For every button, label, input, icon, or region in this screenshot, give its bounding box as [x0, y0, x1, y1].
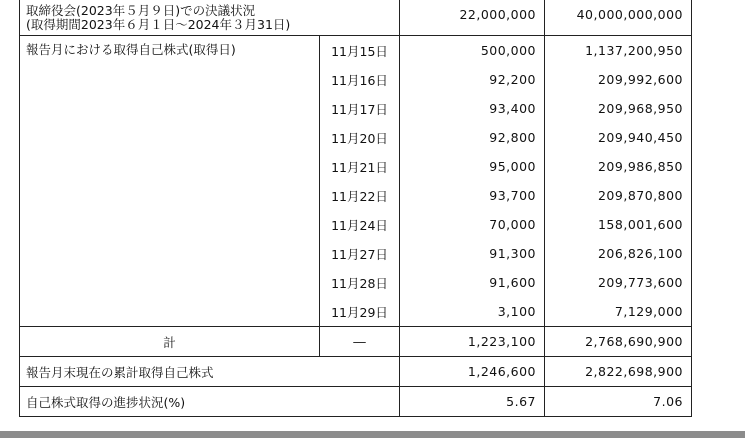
acquisition-shares: 93,400	[400, 94, 545, 123]
resolution-label	[20, 0, 400, 36]
acquisition-amount: 209,940,450	[545, 123, 692, 152]
acquisition-amount: 209,986,850	[545, 152, 692, 181]
resolution-amount: 40,000,000,000	[545, 0, 692, 36]
acquisition-shares: 95,000	[400, 152, 545, 181]
total-amount: 2,768,690,900	[545, 327, 692, 357]
acquisition-date: 11月28日	[320, 268, 400, 297]
progress-amount: 7.06	[545, 387, 692, 417]
acquisition-date: 11月16日	[320, 65, 400, 94]
page-bottom-bar	[0, 431, 745, 438]
acquisition-amount: 209,992,600	[545, 65, 692, 94]
acquisition-date: 11月24日	[320, 210, 400, 239]
acquisition-shares: 92,800	[400, 123, 545, 152]
acquisition-shares: 91,600	[400, 268, 545, 297]
acquisition-date: 11月27日	[320, 239, 400, 268]
resolution-row	[20, 0, 692, 36]
resolution-shares: 22,000,000	[400, 0, 545, 36]
acquisition-shares: 91,300	[400, 239, 545, 268]
total-date: ―	[320, 327, 400, 357]
acquisition-shares: 3,100	[400, 297, 545, 327]
acquisition-date: 11月22日	[320, 181, 400, 210]
resolution-label-line2: (取得期間2023年６月１日～2024年３月31日)	[26, 17, 291, 32]
acquisition-amount: 209,870,800	[545, 181, 692, 210]
acquisition-shares: 93,700	[400, 181, 545, 210]
acquisition-shares: 92,200	[400, 65, 545, 94]
acquisition-date: 11月15日	[320, 36, 400, 66]
resolution-label-line1: 取締役会(2023年５月９日)での決議状況	[26, 3, 256, 18]
acquisition-date: 11月29日	[320, 297, 400, 327]
cumulative-amount: 2,822,698,900	[545, 357, 692, 387]
acquisition-row	[20, 36, 692, 66]
progress-row	[20, 387, 692, 417]
acquisition-amount: 209,773,600	[545, 268, 692, 297]
acquisition-date: 11月21日	[320, 152, 400, 181]
progress-shares: 5.67	[400, 387, 545, 417]
acquisition-amount: 158,001,600	[545, 210, 692, 239]
total-label: 計	[20, 327, 320, 357]
acquisition-shares: 500,000	[400, 36, 545, 66]
cumulative-row	[20, 357, 692, 387]
cumulative-label: 報告月末現在の累計取得自己株式	[20, 357, 400, 387]
acquisition-amount: 206,826,100	[545, 239, 692, 268]
acquisition-date: 11月20日	[320, 123, 400, 152]
total-row	[20, 327, 692, 357]
acquisition-amount: 7,129,000	[545, 297, 692, 327]
progress-label: 自己株式取得の進捗状況(%)	[20, 387, 400, 417]
total-shares: 1,223,100	[400, 327, 545, 357]
acquisition-shares: 70,000	[400, 210, 545, 239]
acquisition-date: 11月17日	[320, 94, 400, 123]
cumulative-shares: 1,246,600	[400, 357, 545, 387]
acquisition-amount: 1,137,200,950	[545, 36, 692, 66]
acquisition-amount: 209,968,950	[545, 94, 692, 123]
monthly-label: 報告月における取得自己株式(取得日)	[20, 36, 320, 327]
repurchase-table	[19, 0, 692, 417]
